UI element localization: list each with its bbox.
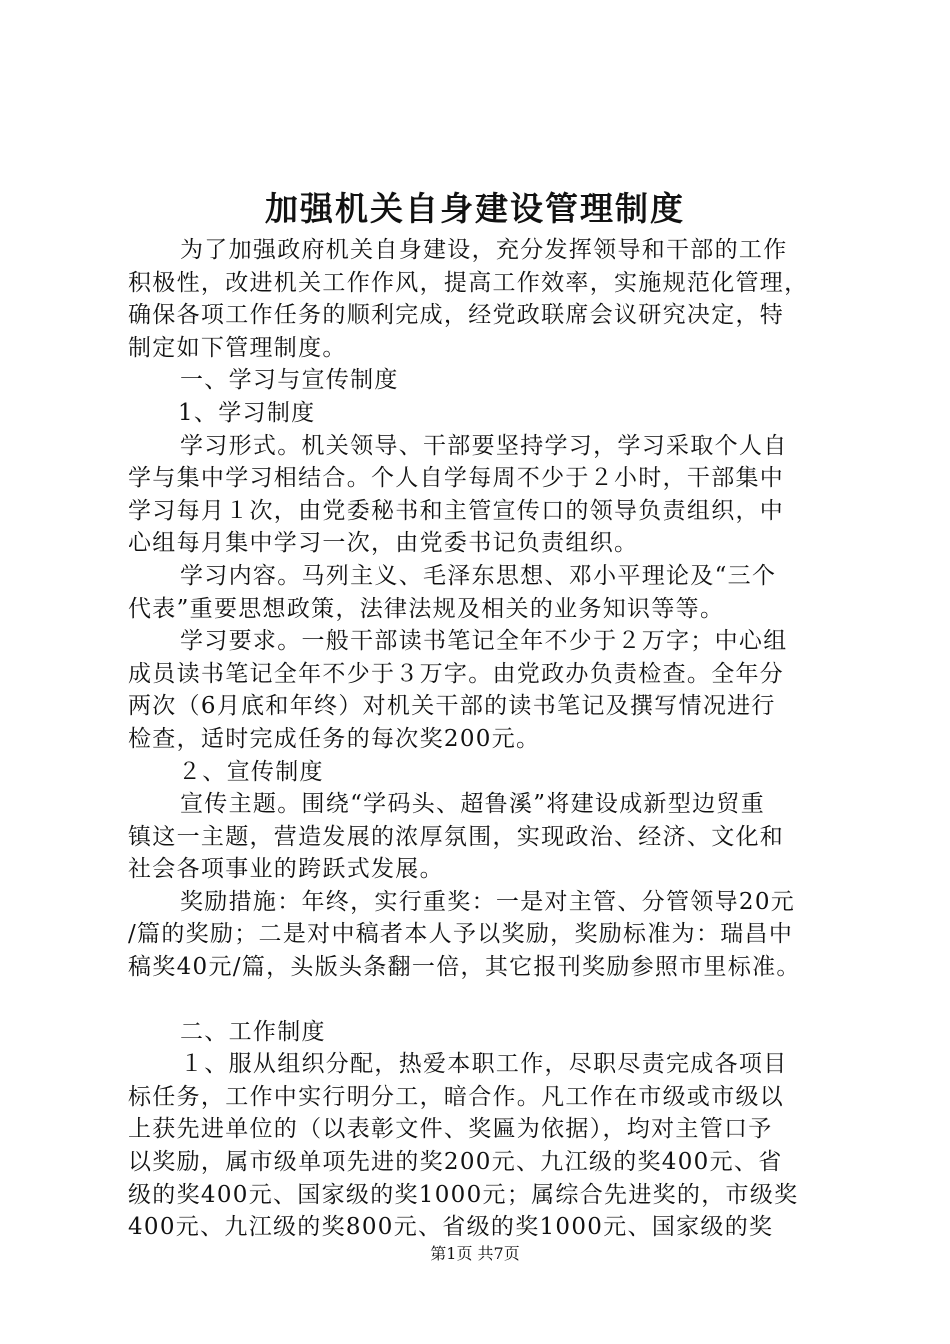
paragraph-line: 稿奖40元/篇，头版头条翻一倍，其它报刊奖励参照市里标准。 bbox=[128, 954, 801, 981]
paragraph-line: 标任务，工作中实行明分工，暗合作。凡工作在市级或市级以 bbox=[128, 1083, 785, 1110]
section-heading: 二、工作制度 bbox=[180, 1018, 326, 1045]
paragraph-line: 学习要求。一般干部读书笔记全年不少于２万字；中心组 bbox=[180, 628, 788, 655]
paragraph-line: 社会各项事业的跨跃式发展。 bbox=[128, 856, 444, 883]
paragraph-line: 积极性，改进机关工作作风，提高工作效率，实施规范化管理， bbox=[128, 269, 809, 296]
paragraph-line: 成员读书笔记全年不少于３万字。由党政办负责检查。全年分 bbox=[128, 660, 785, 687]
paragraph-line: 400元、九江级的奖800元、省级的奖1000元、国家级的奖 bbox=[128, 1214, 774, 1241]
paragraph-line: 奖励措施：年终，实行重奖：一是对主管、分管领导20元 bbox=[180, 888, 796, 915]
page-footer: 第1页 共7页 bbox=[430, 1244, 520, 1263]
section-heading: 一、学习与宣传制度 bbox=[180, 367, 399, 394]
paragraph-line: 学习内容。马列主义、毛泽东思想、邓小平理论及“三个 bbox=[180, 562, 777, 589]
paragraph-line: 为了加强政府机关自身建设，充分发挥领导和干部的工作 bbox=[180, 237, 788, 263]
paragraph-line: 代表”重要思想政策，法律法规及相关的业务知识等等。 bbox=[128, 595, 725, 622]
paragraph-line: 学习形式。机关领导、干部要坚持学习，学习采取个人自 bbox=[180, 432, 788, 459]
paragraph-line: 学习每月１次，由党委秘书和主管宣传口的领导负责组织，中 bbox=[128, 497, 785, 524]
document-title: 加强机关自身建设管理制度 bbox=[265, 189, 685, 228]
paragraph-line: 检查，适时完成任务的每次奖200元。 bbox=[128, 725, 541, 752]
paragraph-line: 上获先进单位的（以表彰文件、奖匾为依据），均对主管口予 bbox=[128, 1116, 773, 1143]
paragraph-line: 两次（6月底和年终）对机关干部的读书笔记及撰写情况进行 bbox=[128, 693, 776, 720]
paragraph-line: 以奖励，属市级单项先进的奖200元、九江级的奖400元、省 bbox=[128, 1149, 783, 1176]
paragraph-line: 宣传主题。围绕“学码头、超鲁溪”将建设成新型边贸重 bbox=[180, 791, 766, 818]
blank-line bbox=[128, 984, 828, 1016]
paragraph-line: 级的奖400元、国家级的奖1000元；属综合先进奖的，市级奖 bbox=[128, 1181, 799, 1208]
paragraph-line: /篇的奖励；二是对中稿者本人予以奖励，奖励标准为：瑞昌中 bbox=[128, 921, 794, 948]
paragraph-line: 心组每月集中学习一次，由党委书记负责组织。 bbox=[128, 530, 639, 557]
paragraph-line: 制定如下管理制度。 bbox=[128, 334, 347, 361]
subsection-heading: ２、宣传制度 bbox=[178, 758, 324, 785]
paragraph-line: 镇这一主题，营造发展的浓厚氛围，实现政治、经济、文化和 bbox=[128, 823, 785, 850]
paragraph-line: 确保各项工作任务的顺利完成，经党政联席会议研究决定，特 bbox=[128, 302, 785, 329]
document-body bbox=[128, 234, 828, 1244]
paragraph-line: １、服从组织分配，热爱本职工作，尽职尽责完成各项目 bbox=[180, 1051, 788, 1078]
subsection-heading: 1、学习制度 bbox=[178, 399, 316, 426]
paragraph-line: 学与集中学习相结合。个人自学每周不少于２小时，干部集中 bbox=[128, 465, 785, 492]
